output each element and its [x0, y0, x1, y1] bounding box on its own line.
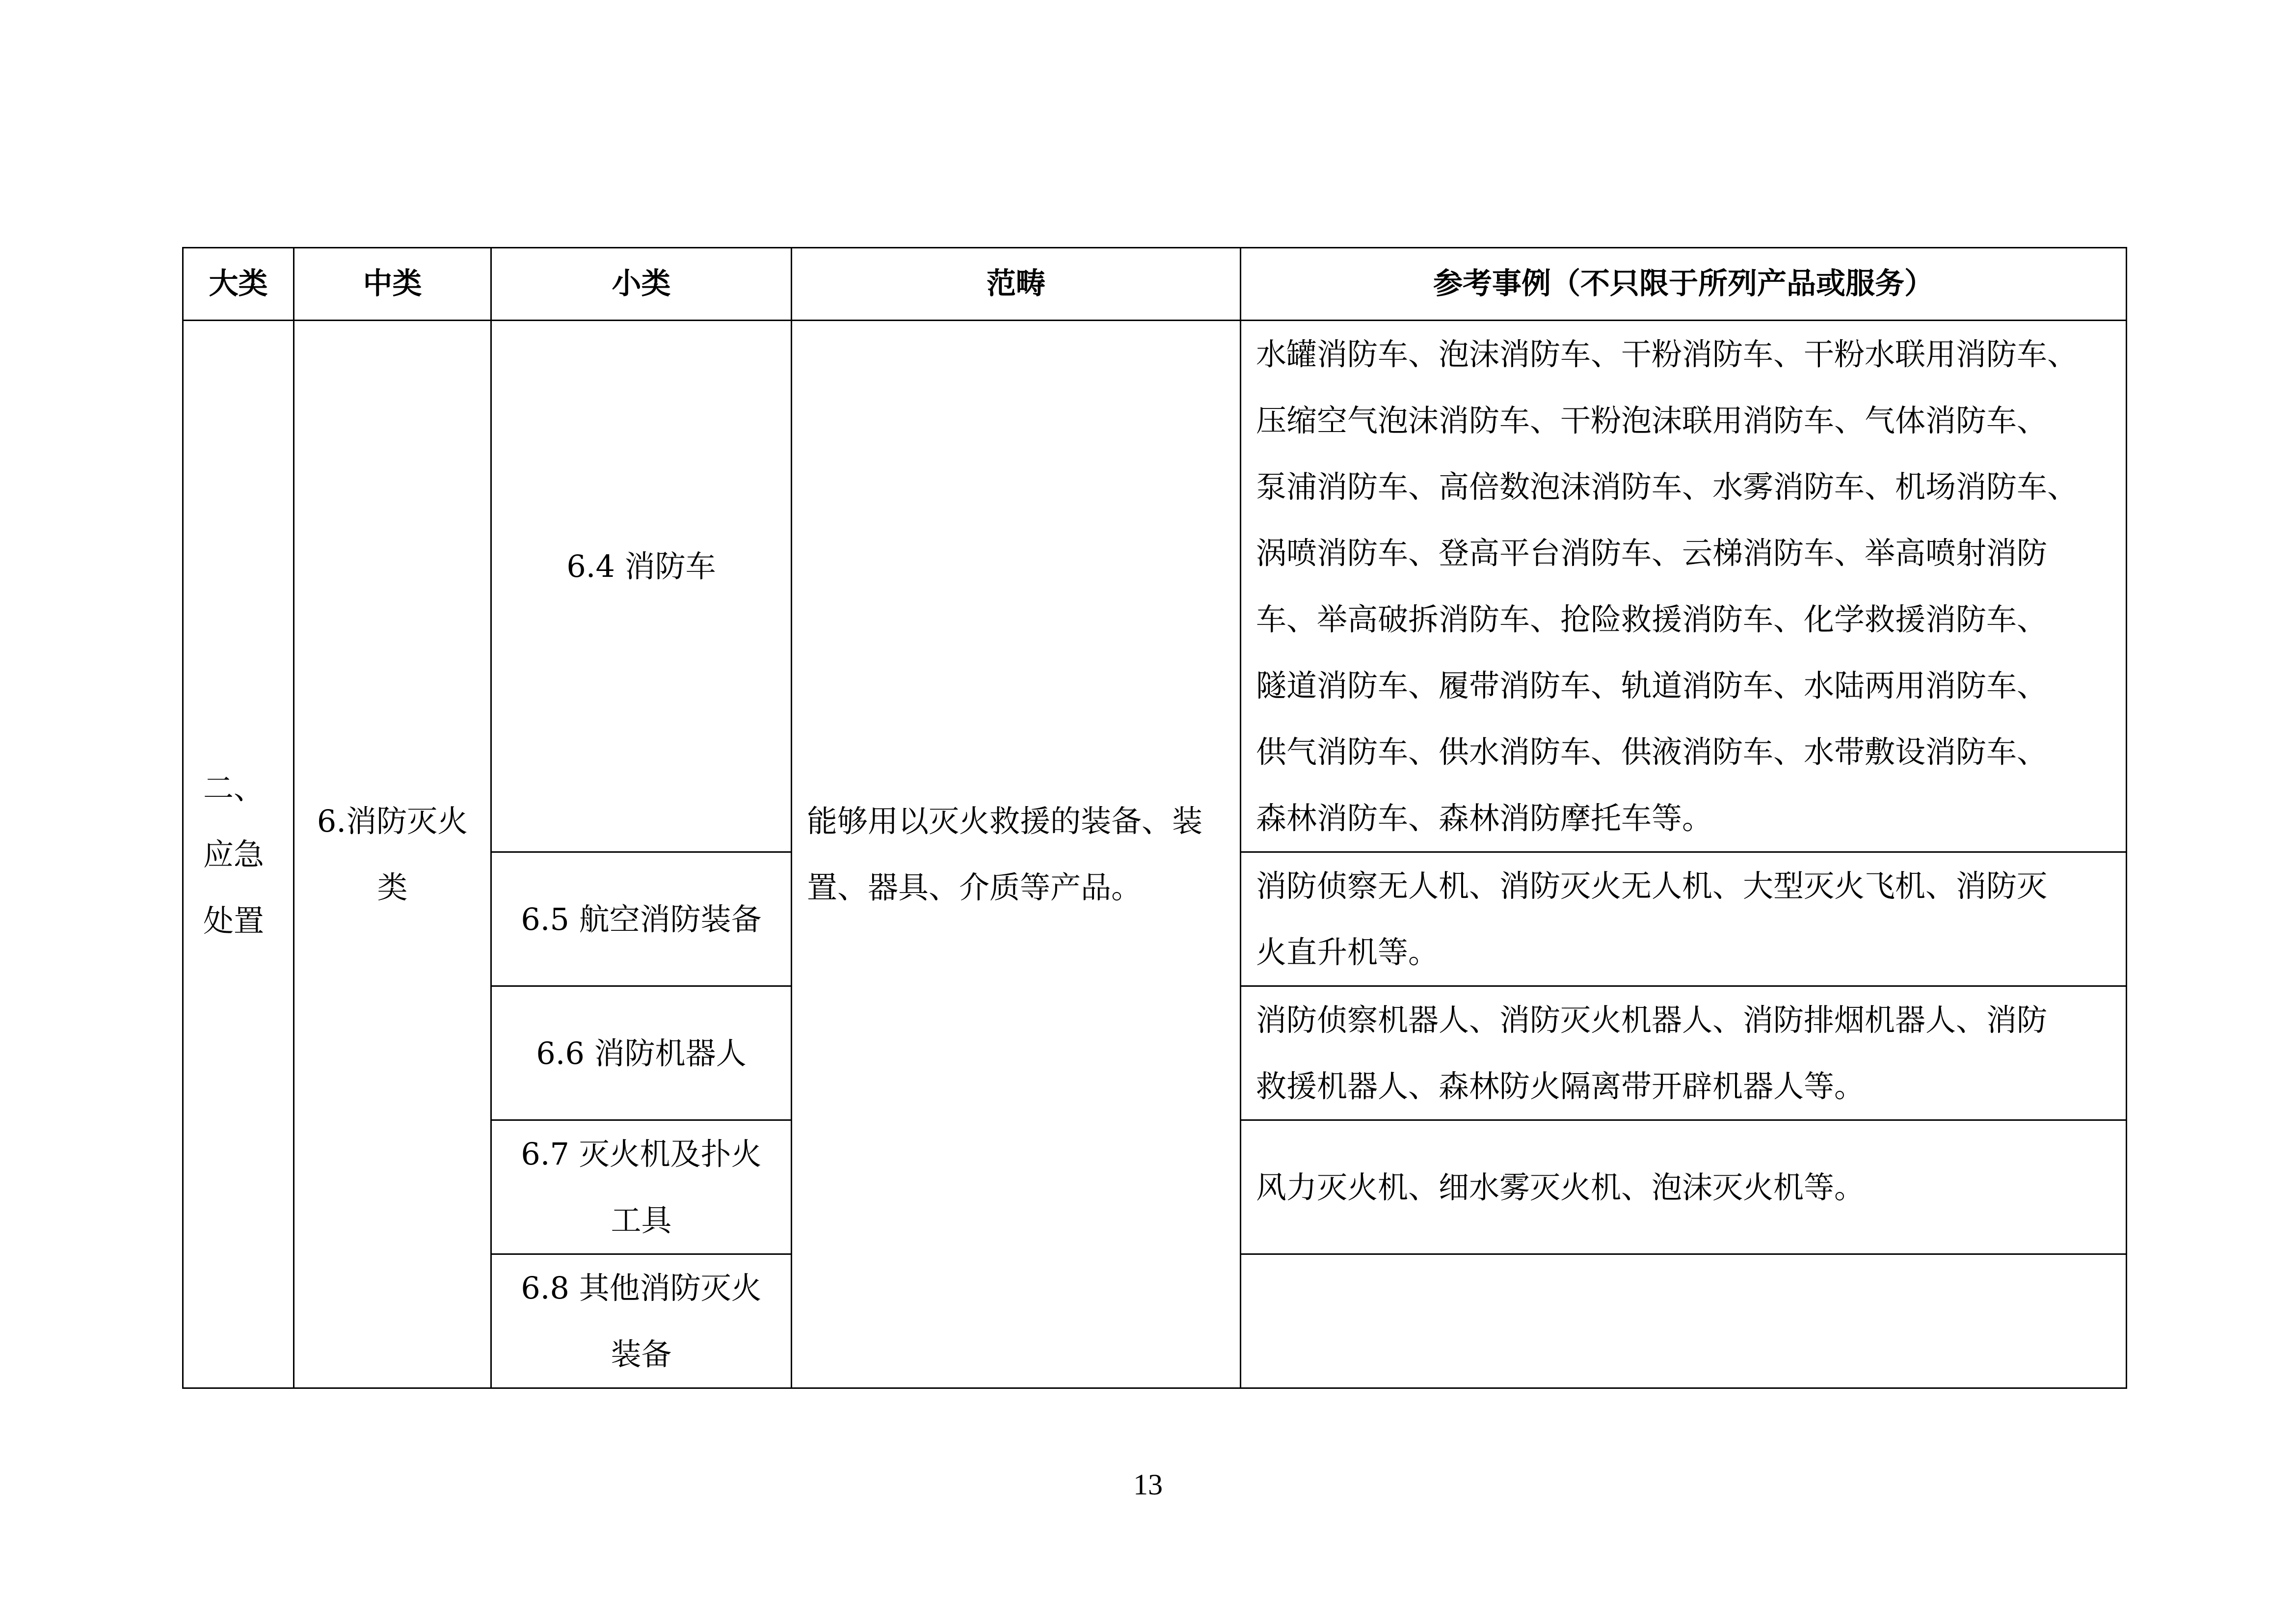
- xiaolei-label: 工具: [611, 1202, 672, 1238]
- fanchou-cell: [792, 321, 1241, 1388]
- examples-line: 风力灭火机、细水雾灭火机、泡沫灭火机等。: [1256, 1169, 1865, 1205]
- zhonglei-line: 类: [377, 869, 408, 905]
- examples-line: 车、举高破拆消防车、抢险救援消防车、化学救援消防车、: [1256, 601, 2048, 637]
- xiaolei-label: 6.6 消防机器人: [536, 1035, 747, 1071]
- examples-cell-empty: [1241, 1254, 2127, 1388]
- header-xiaolei: 小类: [491, 248, 792, 321]
- header-examples: 参考事例（不只限于所列产品或服务）: [1241, 248, 2127, 321]
- fanchou-line: 置、器具、介质等产品。: [807, 869, 1142, 905]
- dalei-cell: [183, 321, 294, 1388]
- xiaolei-label: 6.5 航空消防装备: [521, 901, 762, 937]
- xiaolei-cell: [491, 1254, 792, 1388]
- examples-cell: [1241, 986, 2127, 1120]
- header-dalei: 大类: [183, 248, 294, 321]
- xiaolei-label: 装备: [611, 1336, 672, 1372]
- zhonglei-cell: [294, 321, 491, 1388]
- xiaolei-cell: [491, 986, 792, 1120]
- examples-line: 涡喷消防车、登高平台消防车、云梯消防车、举高喷射消防: [1256, 535, 2048, 571]
- dalei-line: 应急: [203, 836, 265, 872]
- header-zhonglei: 中类: [294, 248, 491, 321]
- header-fanchou: 范畴: [792, 248, 1241, 321]
- examples-line: 隧道消防车、履带消防车、轨道消防车、水陆两用消防车、: [1256, 668, 2048, 704]
- xiaolei-label: 6.4 消防车: [566, 548, 716, 584]
- examples-line: 消防侦察无人机、消防灭火无人机、大型灭火飞机、消防灭: [1256, 868, 2048, 904]
- xiaolei-label: 6.8 其他消防灭火: [521, 1270, 762, 1306]
- examples-cell: [1241, 321, 2127, 852]
- examples-line: 压缩空气泡沫消防车、干粉泡沫联用消防车、气体消防车、: [1256, 403, 2048, 438]
- zhonglei-line: 6.消防灭火: [317, 803, 468, 839]
- examples-line: 救援机器人、森林防火隔离带开辟机器人等。: [1256, 1068, 1865, 1104]
- examples-line: 消防侦察机器人、消防灭火机器人、消防排烟机器人、消防: [1256, 1002, 2048, 1038]
- category-table: [182, 247, 2127, 1389]
- examples-cell: [1241, 1120, 2127, 1254]
- examples-line: 火直升机等。: [1256, 934, 1439, 970]
- examples-cell: [1241, 852, 2127, 986]
- fanchou-line: 能够用以灭火救援的装备、装: [807, 803, 1203, 839]
- xiaolei-cell: [491, 321, 792, 852]
- page-number: 13: [1133, 1468, 1163, 1501]
- examples-line: 泵浦消防车、高倍数泡沫消防车、水雾消防车、机场消防车、: [1256, 469, 2078, 505]
- examples-line: 供气消防车、供水消防车、供液消防车、水带敷设消防车、: [1256, 734, 2048, 770]
- xiaolei-cell: [491, 852, 792, 986]
- dalei-line: 处置: [203, 902, 265, 939]
- dalei-line: 二、: [203, 770, 265, 806]
- table-row: [183, 321, 2127, 852]
- examples-line: 森林消防车、森林消防摩托车等。: [1256, 800, 1713, 836]
- table-header-row: [183, 248, 2127, 321]
- xiaolei-cell: [491, 1120, 792, 1254]
- xiaolei-label: 6.7 灭火机及扑火: [521, 1136, 762, 1172]
- examples-line: 水罐消防车、泡沫消防车、干粉消防车、干粉水联用消防车、: [1256, 336, 2078, 372]
